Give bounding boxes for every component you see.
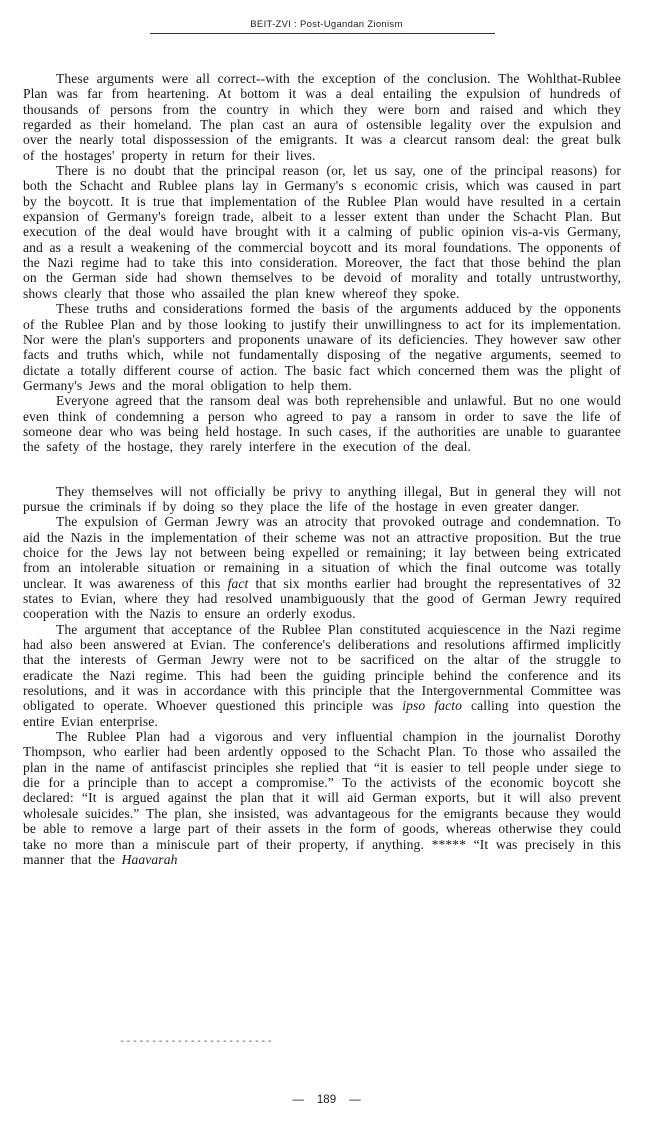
text-run: These truths and considerations formed the basis of the arguments adduced by the opponents of the Rublee Plan and by those looking to justify their unwillingness to act for its implementation. Nor were the plan's supporters and proponents unaware of its deficiencies. They however saw other facts and truths which, while not fundamentally disposing of the negative arguments, seemed to dictate a totally different course of action. The basic fact which concerned them was the plight of Germany's Jews and the moral obligation to help them.: [23, 301, 621, 393]
paragraph: [23, 484, 621, 515]
text-run: Everyone agreed that the ransom deal was both reprehensible and unlawful. But no one would even think of condemning a person who agreed to pay a ransom in order to save the life of someone dear who was being held hostage. In such cases, if the authorities are unable to guarantee the safety of the hostage, they rarely interfere in the execution of the deal.: [23, 393, 621, 455]
text-run-italic: Haavarah: [121, 851, 178, 867]
page-number-dash-right: —: [349, 1094, 361, 1106]
footnote-separator: ------------------------: [119, 1036, 274, 1047]
paragraph: [23, 622, 621, 729]
text-run: The expulsion of German Jewry was an atrocity that provoked outrage and condemnation. To aid the Nazis in the implementation of their scheme was not an attractive proposition. But the true choice for the Jews lay not between being expelled or remaining; it lay between being extricated from an intolerable situation or remaining in a situation of which the final outcome was totally unclear. It was awareness of this: [23, 514, 621, 591]
text-run: calling into question the entire Evian enterprise.: [23, 698, 621, 729]
paragraph: [23, 163, 621, 301]
paragraph: [23, 514, 621, 621]
page-header: [0, 14, 653, 32]
paragraph: [23, 393, 621, 454]
text-run: The argument that acceptance of the Rublee Plan constituted acquiescence in the Nazi regime had also been answered at Evian. The conference's deliberations and resolutions affirmed implicitly that the interests of German Jewry were not to be sacrificed on the altar of the struggle to eradicate the Nazi regime. This had been the guiding principle behind the conference and its resolutions, and it was in accordance with this principle that the Intergovernmental Committee was obligated to operate. Whoever questioned this principle was: [23, 621, 621, 714]
page-number-dash-left: —: [292, 1094, 304, 1106]
text-run-italic: ipso facto: [402, 698, 462, 714]
text-run: There is no doubt that the principal reason (or, let us say, one of the principal reasons) for both the Schacht and Rublee plans lay in Germany's s economic crisis, which was caused in part by the boycott. It is true that implementation of the Rublee Plan would have resulted in a certain expansion of Germany's foreign trade, albeit to a lesser extent than under the Schacht Plan. But execution of the deal would have brought with it a calming of public opinion vis-a-vis Germany, and as a result a weakening of the commercial boycott and its moral foundations. The opponents of the Nazi regime had to take this into consideration. Moreover, the fact that those behind the plan on the German side had shown themselves to be devoid of morality and totally untrustworthy, shows clearly that those who assailed the plan knew whereof they spoke.: [23, 163, 621, 301]
paragraph: [23, 729, 621, 867]
text-run: that six months earlier had brought the representatives of 32 states to Evian, where they had resolved unambiguously that the good of German Jewry required cooperation with the Nazis to ensure an orderly exodus.: [23, 575, 621, 622]
text-run: The Rublee Plan had a vigorous and very influential champion in the journalist Dorothy Thompson, who earlier had been ardently opposed to the Schacht Plan. To those who assailed the plan in the name of antifascist principles she replied that “it is easier to tell people under siege to die for a principle than to accept a compromise.” To the activists of the economic boycott she declared: “It is argued against the plan that it will aid German exports, but it will also prevent wholesale suicides.” The plan, she insisted, was advantageous for the emigrants because they would be able to remove a large part of their assets in the form of goods, whereas otherwise they could take no more than a miniscule part of their property, if anything. ***** “It was precisely in this manner that the: [23, 729, 621, 867]
header-rule: [150, 33, 495, 34]
page-footer: [0, 1094, 653, 1106]
paragraph: [23, 301, 621, 393]
page-number: 189: [316, 1094, 337, 1106]
running-head-title: BEIT-ZVI : Post-Ugandan Zionism: [250, 19, 403, 30]
body-paragraphs: [23, 71, 621, 867]
text-run: These arguments were all correct--with the exception of the conclusion. The Wohlthat-Rublee Plan was far from heartening. At bottom it was a deal entailing the expulsion of hundreds of thousands of persons from the country in which they were born and raised and which they regarded as their homeland. The plan cast an aura of ostensible legality over the expulsion and over the nearly total dispossession of the emigrants. It was a clearcut ransom deal: the great bulk of the hostages' property in return for their lives.: [23, 71, 621, 163]
text-run-italic: fact: [227, 575, 249, 591]
paragraph: [23, 71, 621, 163]
text-run: They themselves will not officially be privy to anything illegal, But in general they will not pursue the criminals if by doing so they place the life of the hostage in even greater danger.: [23, 483, 621, 514]
